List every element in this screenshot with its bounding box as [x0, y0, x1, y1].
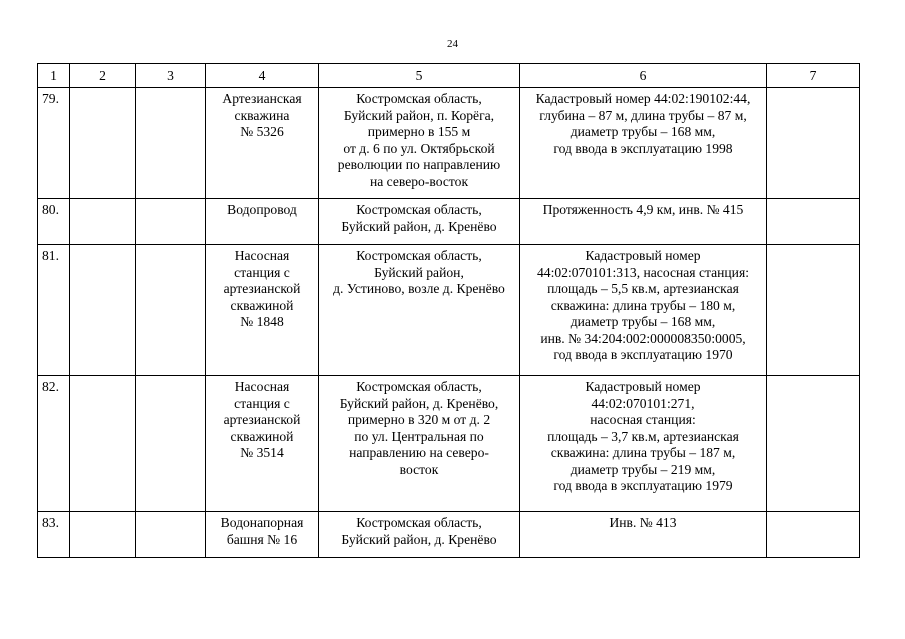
- row-number-cell: 79.: [38, 88, 70, 199]
- details-cell-line: Кадастровый номер 44:02:190102:44,: [535, 91, 751, 106]
- details-cell: [520, 199, 767, 245]
- address-cell-line: примерно в 320 м от д. 2: [347, 412, 491, 427]
- column-2-cell: [70, 512, 136, 558]
- address-cell-line: Костромская область,: [356, 202, 482, 217]
- address-cell-line: по ул. Центральная по: [354, 428, 484, 444]
- object-name-cell: [206, 245, 319, 376]
- address-cell-line: д. Устиново, возле д. Кренёво: [333, 281, 505, 296]
- details-cell-line: диаметр трубы – 168 мм,: [570, 314, 716, 329]
- address-cell-line: от д. 6 по ул. Октябрьской: [343, 140, 495, 156]
- details-cell: [520, 376, 767, 512]
- page-number: 24: [447, 38, 458, 50]
- object-name-cell-line: станция с: [234, 395, 290, 411]
- details-cell-line: площадь – 5,5 кв.м, артезианская: [547, 281, 739, 296]
- object-name-cell-line: № 5326: [240, 124, 284, 139]
- object-name-cell: [206, 199, 319, 245]
- header-cell-6: 6: [520, 64, 767, 88]
- object-name-cell-line: Насосная: [234, 379, 290, 394]
- row-number-cell: 80.: [38, 199, 70, 245]
- header-cell-1: 1: [38, 64, 70, 88]
- details-cell-line: год ввода в эксплуатацию 1998: [553, 140, 733, 156]
- object-name-cell-line: скважина: [234, 107, 290, 123]
- address-cell: [319, 88, 520, 199]
- column-7-cell: [767, 245, 860, 376]
- header-cell-4: 4: [206, 64, 319, 88]
- address-cell-line: Костромская область,: [356, 379, 482, 394]
- column-3-cell: [136, 245, 206, 376]
- details-cell-line: Кадастровый номер: [585, 379, 701, 394]
- details-cell-line: диаметр трубы – 219 мм,: [570, 461, 716, 477]
- column-7-cell: [767, 512, 860, 558]
- column-2-cell: [70, 88, 136, 199]
- column-3-cell: [136, 512, 206, 558]
- object-name-cell-line: Водонапорная: [220, 515, 304, 530]
- object-name-cell-line: № 3514: [240, 445, 284, 460]
- details-cell-line: инв. № 34:204:002:000008350:0005,: [540, 330, 746, 346]
- table-row: [38, 376, 860, 512]
- address-cell-line: Костромская область,: [356, 515, 482, 530]
- object-name-cell-line: артезианской: [223, 412, 301, 427]
- table-body: [38, 64, 860, 558]
- object-name-cell: [206, 512, 319, 558]
- column-3-cell: [136, 88, 206, 199]
- object-name-cell-line: № 1848: [240, 314, 284, 329]
- row-number-cell: 82.: [38, 376, 70, 512]
- details-cell-line: Протяженность 4,9 км, инв. № 415: [542, 202, 744, 217]
- details-cell-line: насосная станция:: [590, 412, 696, 427]
- address-cell-line: восток: [399, 461, 439, 477]
- table-row: [38, 199, 860, 245]
- address-cell-line: примерно в 155 м: [367, 124, 471, 139]
- address-cell-line: Буйский район, д. Кренёво: [341, 218, 497, 234]
- table-row: [38, 88, 860, 199]
- address-cell-line: на северо-восток: [369, 173, 469, 189]
- details-cell-line: глубина – 87 м, длина трубы – 87 м,: [539, 107, 747, 123]
- details-cell-line: 44:02:070101:271,: [591, 395, 695, 411]
- details-cell-line: год ввода в эксплуатацию 1970: [553, 347, 733, 362]
- object-name-cell-line: артезианской: [223, 281, 301, 296]
- address-cell: [319, 512, 520, 558]
- address-cell-line: Костромская область,: [356, 248, 482, 263]
- details-cell: [520, 512, 767, 558]
- header-cell-5: 5: [319, 64, 520, 88]
- header-cell-3: 3: [136, 64, 206, 88]
- header-row: [38, 64, 860, 88]
- object-name-cell-line: Артезианская: [222, 91, 302, 106]
- object-name-cell: [206, 88, 319, 199]
- property-registry-table: [37, 63, 860, 558]
- details-cell-line: площадь – 3,7 кв.м, артезианская: [547, 428, 739, 444]
- address-cell-line: Буйский район,: [374, 264, 464, 280]
- address-cell: [319, 376, 520, 512]
- address-cell-line: направлению на северо-: [349, 445, 489, 460]
- header-cell-2: 2: [70, 64, 136, 88]
- details-cell: [520, 88, 767, 199]
- header-cell-7: 7: [767, 64, 860, 88]
- details-cell-line: 44:02:070101:313, насосная станция:: [537, 264, 749, 280]
- object-name-cell-line: скважиной: [230, 297, 294, 313]
- object-name-cell-line: станция с: [234, 264, 290, 280]
- details-cell: [520, 245, 767, 376]
- column-3-cell: [136, 199, 206, 245]
- details-cell-line: скважина: длина трубы – 187 м,: [550, 445, 736, 460]
- column-3-cell: [136, 376, 206, 512]
- address-cell: [319, 199, 520, 245]
- object-name-cell-line: Водопровод: [227, 202, 297, 217]
- column-7-cell: [767, 88, 860, 199]
- column-2-cell: [70, 245, 136, 376]
- object-name-cell: [206, 376, 319, 512]
- object-name-cell-line: Насосная: [234, 248, 290, 263]
- column-7-cell: [767, 199, 860, 245]
- details-cell-line: год ввода в эксплуатацию 1979: [553, 478, 733, 493]
- address-cell: [319, 245, 520, 376]
- address-cell-line: революции по направлению: [337, 157, 501, 172]
- object-name-cell-line: скважиной: [230, 428, 294, 444]
- table-row: [38, 245, 860, 376]
- details-cell-line: диаметр трубы – 168 мм,: [570, 124, 716, 139]
- address-cell-line: Костромская область,: [356, 91, 482, 106]
- table-row: [38, 512, 860, 558]
- row-number-cell: 83.: [38, 512, 70, 558]
- address-cell-line: Буйский район, п. Корёга,: [343, 107, 495, 123]
- column-2-cell: [70, 199, 136, 245]
- column-2-cell: [70, 376, 136, 512]
- address-cell-line: Буйский район, д. Кренёво,: [339, 395, 499, 411]
- row-number-cell: 81.: [38, 245, 70, 376]
- object-name-cell-line: башня № 16: [226, 531, 298, 547]
- details-cell-line: скважина: длина трубы – 180 м,: [550, 297, 736, 313]
- details-cell-line: Инв. № 413: [609, 515, 677, 530]
- address-cell-line: Буйский район, д. Кренёво: [341, 531, 497, 547]
- details-cell-line: Кадастровый номер: [585, 248, 701, 263]
- column-7-cell: [767, 376, 860, 512]
